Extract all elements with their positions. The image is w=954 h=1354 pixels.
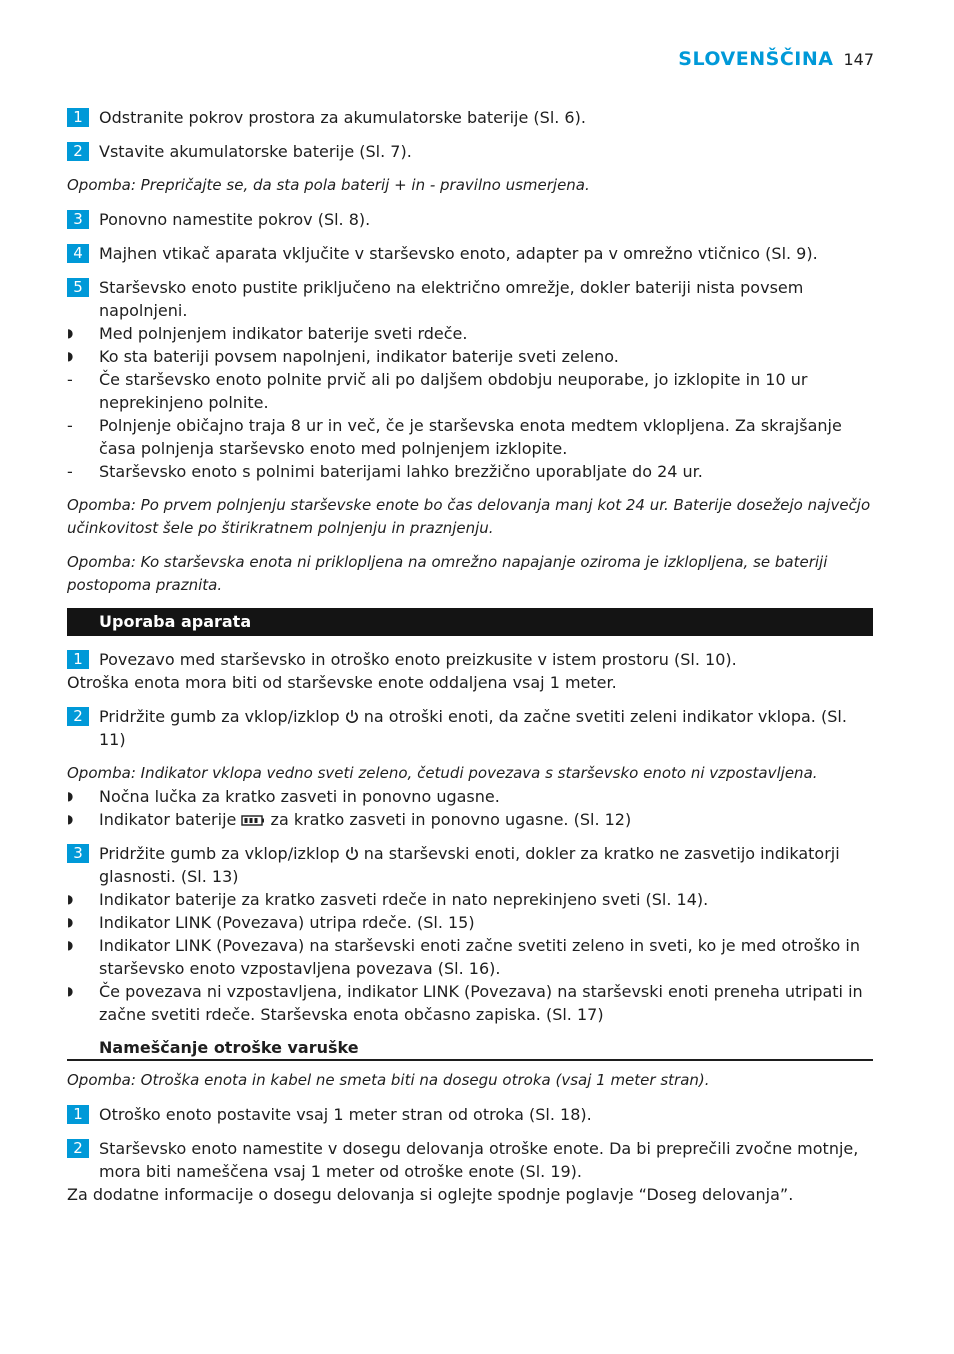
- dash-item: [67, 368, 873, 414]
- bullet-text: Indikator LINK (Povezava) na starševski enoti začne svetiti zeleno in sveti, ko je med otroško in starševsko enoto vzpostavljena povezava (Sl. 16).: [99, 936, 860, 978]
- step-number: 1: [67, 650, 89, 669]
- step-text: Starševsko enoto namestite v dosegu delovanja otroške enote. Da bi preprečili zvočne motnje, mora biti nameščena vsaj 1 meter od otroške enote (Sl. 19).: [99, 1139, 859, 1181]
- step-text: Otroško enoto postavite vsaj 1 meter stran od otroka (Sl. 18).: [99, 1105, 592, 1124]
- bullet-item: [67, 888, 873, 911]
- step-2: [67, 140, 873, 163]
- step-1: [67, 106, 873, 129]
- bullet-text: Indikator baterije za kratko zasveti rdeče in nato neprekinjeno sveti (Sl. 14).: [99, 890, 709, 909]
- section-heading: Uporaba aparata: [67, 608, 873, 636]
- battery-icon: [241, 814, 265, 827]
- dash-marker: -: [67, 462, 73, 481]
- step-number: 1: [67, 108, 89, 127]
- step-text: Ponovno namestite pokrov (Sl. 8).: [99, 210, 371, 229]
- bullet-marker: ◗: [67, 789, 74, 803]
- step-number: 5: [67, 278, 89, 297]
- placement-step-2: [67, 1137, 873, 1183]
- note: Opomba: Prepričajte se, da sta pola baterij + in - pravilno usmerjena.: [67, 176, 590, 194]
- bullet-marker: ◗: [67, 984, 74, 998]
- content: [67, 106, 873, 1206]
- note: Opomba: Ko starševska enota ni priklopljena na omrežno napajanje oziroma je izklopljena, se bateriji postopoma praznita.: [67, 553, 828, 594]
- bullet-text: Nočna lučka za kratko zasveti in ponovno ugasne.: [99, 787, 500, 806]
- placement-step-1: [67, 1103, 873, 1126]
- note: Opomba: Po prvem polnjenju starševske enote bo čas delovanja manj kot 24 ur. Baterije dosežejo največjo učinkovitost šele po štirikratnem polnjenju in praznjenju.: [67, 496, 871, 537]
- dash-text: Polnjenje običajno traja 8 ur in več, če je starševska enota medtem vklopljena. Za skrajšanje časa polnjenja starševsko enoto med polnjenjem izklopite.: [99, 416, 842, 458]
- bullet-item: [67, 808, 873, 831]
- step-text: Odstranite pokrov prostora za akumulatorske baterije (Sl. 6).: [99, 108, 586, 127]
- step-text-end: na otroški enoti, da začne svetiti zeleni indikator vklopa. (Sl. 11): [99, 707, 847, 749]
- usage-step-2: [67, 705, 873, 751]
- step-4: [67, 242, 873, 265]
- bullet-text: [99, 808, 873, 831]
- bullet-marker: ◗: [67, 812, 74, 826]
- closing-text: Za dodatne informacije o dosegu delovanja si oglejte spodnje poglavje “Doseg delovanja”.: [67, 1185, 794, 1204]
- step-text-start: Pridržite gumb za vklop/izklop: [99, 844, 345, 863]
- step-text-end: na starševski enoti, dokler za kratko ne zasvetijo indikatorji glasnosti. (Sl. 13): [99, 844, 840, 886]
- note: Opomba: Otroška enota in kabel ne smeta biti na dosegu otroka (vsaj 1 meter stran).: [67, 1071, 710, 1089]
- bullet-item: [67, 322, 873, 345]
- dash-text: Če starševsko enoto polnite prvič ali po daljšem obdobju neuporabe, jo izklopite in 10 ur neprekinjeno polnite.: [99, 370, 808, 412]
- step-number: 3: [67, 210, 89, 229]
- step-5: [67, 276, 873, 322]
- dash-marker: -: [67, 416, 73, 435]
- step-number: 4: [67, 244, 89, 263]
- power-icon: [345, 709, 359, 724]
- dash-marker: -: [67, 370, 73, 389]
- bullet-text: Ko sta bateriji povsem napolnjeni, indikator baterije sveti zeleno.: [99, 347, 619, 366]
- bullet-item: [67, 934, 873, 980]
- dash-text: Starševsko enoto s polnimi baterijami lahko brezžično uporabljate do 24 ur.: [99, 462, 703, 481]
- page-number: 147: [843, 50, 874, 69]
- step-3: [67, 208, 873, 231]
- subsection-heading: Nameščanje otroške varuške: [67, 1037, 873, 1061]
- language-label: SLOVENŠČINA: [678, 48, 834, 70]
- bullet-text: Med polnjenjem indikator baterije sveti rdeče.: [99, 324, 468, 343]
- bullet-text-end: za kratko zasveti in ponovno ugasne. (Sl. 12): [265, 810, 632, 829]
- bullet-item: [67, 345, 873, 368]
- step-number: 1: [67, 1105, 89, 1124]
- bullet-marker: ◗: [67, 892, 74, 906]
- bullet-marker: ◗: [67, 915, 74, 929]
- step-text: [99, 842, 873, 888]
- bullet-marker: ◗: [67, 326, 74, 340]
- usage-step-3: [67, 842, 873, 888]
- bullet-text: Če povezava ni vzpostavljena, indikator LINK (Povezava) na starševski enoti preneha utripati in začne svetiti rdeče. Starševska enota občasno zapiska. (Sl. 17): [99, 982, 863, 1024]
- step-text-start: Pridržite gumb za vklop/izklop: [99, 707, 345, 726]
- step-text: Povezavo med starševsko in otroško enoto preizkusite v istem prostoru (Sl. 10).: [99, 650, 737, 669]
- step-number: 3: [67, 844, 89, 863]
- dash-item: [67, 414, 873, 460]
- bullet-item: [67, 785, 873, 808]
- step-text: Starševsko enoto pustite priključeno na električno omrežje, dokler bateriji nista povsem napolnjeni.: [99, 278, 804, 320]
- step-text: Vstavite akumulatorske baterije (Sl. 7).: [99, 142, 412, 161]
- step-text: Majhen vtikač aparata vključite v starševsko enoto, adapter pa v omrežno vtičnico (Sl. 9).: [99, 244, 818, 263]
- power-icon: [345, 846, 359, 861]
- bullet-item: [67, 911, 873, 934]
- bullet-marker: ◗: [67, 349, 74, 363]
- bullet-text: Indikator LINK (Povezava) utripa rdeče. (Sl. 15): [99, 913, 475, 932]
- bullet-marker: ◗: [67, 938, 74, 952]
- dash-item: [67, 460, 873, 483]
- usage-step-1: [67, 648, 873, 671]
- step-text: [99, 705, 873, 751]
- bullet-item: [67, 980, 873, 1026]
- step-followup: Otroška enota mora biti od starševske enote oddaljena vsaj 1 meter.: [67, 673, 617, 692]
- step-number: 2: [67, 707, 89, 726]
- bullet-text-start: Indikator baterije: [99, 810, 242, 829]
- page-header: [678, 48, 874, 70]
- step-number: 2: [67, 142, 89, 161]
- step-number: 2: [67, 1139, 89, 1158]
- note: Opomba: Indikator vklopa vedno sveti zeleno, četudi povezava s starševsko enoto ni vzpostavljena.: [67, 764, 818, 782]
